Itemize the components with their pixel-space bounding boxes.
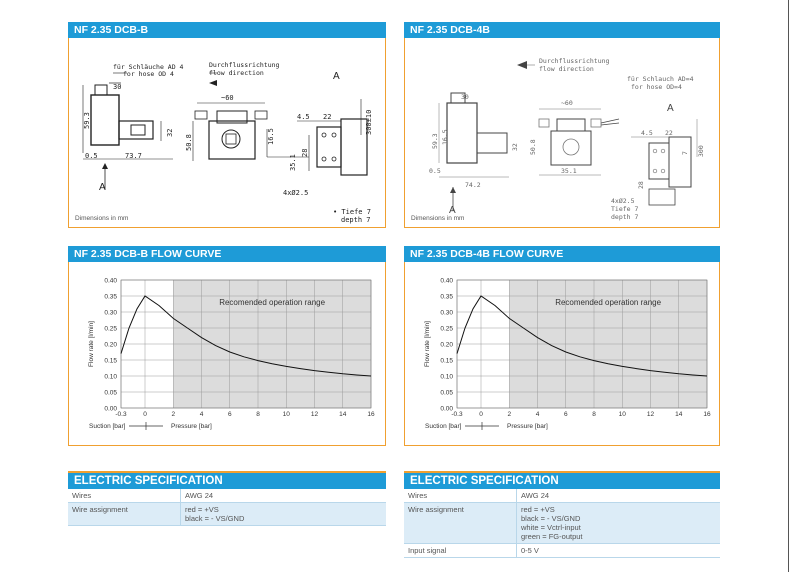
- panel-title: NF 2.35 DCB-B FLOW CURVE: [68, 246, 386, 262]
- dim-hole: 4xØ2.5: [611, 197, 635, 205]
- x-tick-label: 4: [535, 411, 540, 418]
- spec-key: Wire assignment: [72, 505, 128, 514]
- y-tick-label: 0.05: [104, 389, 117, 397]
- operation-range-label: Recomended operation range: [219, 298, 326, 307]
- x-tick-label: -0.3: [451, 411, 463, 418]
- y-tick-label: 0.25: [104, 325, 117, 333]
- flow-direction-label: Durchflussrichtung: [539, 57, 610, 65]
- hose-label-en: for hose OD 4: [123, 70, 174, 78]
- dim-59: 59.3: [431, 133, 439, 149]
- flow-curve-chart: [69, 263, 385, 445]
- x-tick-label: 10: [282, 411, 290, 418]
- spec-row-input-signal: [404, 544, 720, 558]
- y-tick-label: 0.35: [104, 293, 117, 301]
- dim-60: ~60: [221, 94, 234, 102]
- x-tick-label: 10: [618, 411, 626, 418]
- dim-73: 73.7: [125, 152, 142, 160]
- x-tick-label: 2: [171, 411, 176, 418]
- suction-label: Suction [bar]: [89, 423, 126, 430]
- spec-value: AWG 24: [180, 489, 386, 502]
- drawing-panel-dcb-b: [68, 22, 386, 228]
- y-tick-label: 0.30: [440, 309, 453, 317]
- y-tick-label: 0.10: [104, 373, 117, 381]
- y-tick-label: 0.10: [440, 373, 453, 381]
- flow-curve-chart: [405, 263, 719, 445]
- dim-0-5: 0.5: [85, 152, 98, 160]
- spec-row-wire-assignment: [404, 503, 720, 544]
- operation-range-label: Recomended operation range: [555, 298, 662, 307]
- dim-hole: 4xØ2.5: [283, 189, 309, 197]
- y-tick-label: 0.05: [440, 389, 453, 397]
- spec-line: white = Vctrl-input: [521, 523, 581, 532]
- depth-label: Tiefe 7: [611, 205, 639, 213]
- dim-22: 22: [323, 113, 332, 121]
- y-tick-label: 0.40: [440, 277, 453, 285]
- y-tick-label: 0.40: [104, 277, 117, 285]
- panel-title: NF 2.35 DCB-B: [68, 22, 386, 38]
- flow-direction-label-en: flow direction: [539, 65, 594, 73]
- x-tick-label: 0: [479, 411, 483, 418]
- depth-label-en: depth 7: [611, 213, 639, 221]
- spec-line: red = +VS: [521, 505, 555, 514]
- depth-label-en: depth 7: [341, 216, 371, 224]
- y-tick-label: 0.30: [104, 309, 117, 317]
- x-tick-label: 12: [310, 411, 319, 418]
- panel-title: NF 2.35 DCB-4B: [404, 22, 720, 38]
- x-tick-label: 4: [199, 411, 204, 418]
- spec-value: [516, 503, 720, 543]
- dimensions-note: Dimensions in mm: [75, 215, 129, 222]
- electric-spec-right: [404, 471, 720, 558]
- view-a-bottom-label: A: [449, 205, 456, 216]
- dim-22: 22: [665, 129, 673, 137]
- dim-35-1: 35.1: [561, 167, 577, 175]
- flow-direction-label-en: flow direction: [209, 69, 264, 77]
- y-axis-label: Flow rate [l/min]: [424, 321, 431, 367]
- spec-title: ELECTRIC SPECIFICATION: [404, 471, 720, 489]
- dim-32: 32: [166, 128, 174, 137]
- spec-row-wires: [404, 489, 720, 503]
- hose-label-en: for hose OD=4: [631, 83, 682, 91]
- panel-title: NF 2.35 DCB-4B FLOW CURVE: [404, 246, 720, 262]
- dim-16-5: 16.5: [267, 128, 275, 145]
- y-tick-label: 0.00: [440, 405, 453, 413]
- view-a-bottom-label: A: [99, 182, 106, 193]
- y-tick-label: 0.35: [440, 293, 453, 301]
- x-tick-label: 8: [592, 411, 596, 418]
- view-a-top-label: A: [667, 103, 674, 114]
- page-edge-line: [788, 0, 789, 572]
- dim-7: 7: [681, 151, 689, 155]
- dim-0-5: 0.5: [429, 167, 441, 175]
- spec-row-wires: [68, 489, 386, 503]
- dim-28: 28: [301, 148, 309, 157]
- x-tick-label: 16: [367, 411, 375, 418]
- spec-line: red = +VS: [185, 505, 219, 514]
- flow-curve-panel-dcb-4b: [404, 246, 720, 446]
- spec-row-wire-assignment: [68, 503, 386, 526]
- dim-300: 300: [697, 145, 705, 157]
- spec-value: [180, 503, 386, 525]
- depth-label: • Tiefe 7: [333, 208, 371, 216]
- spec-value: 0-5 V: [516, 544, 720, 557]
- x-tick-label: 14: [675, 411, 683, 418]
- dim-60: ~60: [561, 99, 573, 107]
- x-tick-label: 14: [339, 411, 347, 418]
- dim-30: 30: [461, 93, 469, 101]
- spec-line: black = - VS/GND: [521, 514, 581, 523]
- dim-59: 59.3: [83, 112, 91, 129]
- dim-4-5: 4.5: [641, 129, 653, 137]
- dim-30: 30: [113, 83, 122, 91]
- y-tick-label: 0.20: [440, 341, 453, 349]
- technical-drawing-dcb-b: [69, 39, 385, 229]
- x-tick-label: 12: [646, 411, 655, 418]
- dim-50-8: 50.8: [529, 139, 537, 155]
- x-tick-label: -0.3: [115, 411, 127, 418]
- pressure-label: Pressure [bar]: [507, 423, 548, 430]
- hose-label: für Schlauch AD=4: [627, 75, 694, 83]
- spec-key: Wire assignment: [408, 505, 464, 514]
- x-tick-label: 2: [507, 411, 512, 418]
- spec-key: Wires: [408, 491, 428, 500]
- dim-300: 300±10: [365, 109, 373, 135]
- spec-title: ELECTRIC SPECIFICATION: [68, 471, 386, 489]
- dim-28: 28: [637, 181, 645, 189]
- spec-line: green = FG-output: [521, 532, 583, 541]
- dimensions-note: Dimensions in mm: [411, 215, 465, 222]
- x-tick-label: 6: [227, 411, 232, 418]
- y-tick-label: 0.00: [104, 405, 117, 413]
- view-a-top-label: A: [333, 71, 340, 82]
- x-tick-label: 8: [256, 411, 260, 418]
- electric-spec-left: [68, 471, 386, 526]
- x-tick-label: 0: [143, 411, 147, 418]
- drawing-panel-dcb-4b: [404, 22, 720, 228]
- hose-label: für Schläuche AD 4: [113, 63, 184, 71]
- spec-key: Input signal: [408, 546, 447, 555]
- pressure-label: Pressure [bar]: [171, 423, 212, 430]
- spec-line: black = - VS/GND: [185, 514, 245, 523]
- x-tick-label: 6: [563, 411, 568, 418]
- dim-74-2: 74.2: [465, 181, 481, 189]
- dim-50-8: 50.8: [185, 134, 193, 151]
- y-axis-label: Flow rate [l/min]: [88, 321, 95, 367]
- x-tick-label: 16: [703, 411, 711, 418]
- y-tick-label: 0.20: [104, 341, 117, 349]
- y-tick-label: 0.15: [104, 357, 117, 365]
- dim-4-5: 4.5: [297, 113, 310, 121]
- spec-value: AWG 24: [516, 489, 720, 502]
- technical-drawing-dcb-4b: [405, 39, 719, 229]
- y-tick-label: 0.15: [440, 357, 453, 365]
- flow-direction-label: Durchflussrichtung: [209, 61, 280, 69]
- spec-key: Wires: [72, 491, 92, 500]
- dim-35-1: 35.1: [289, 154, 297, 171]
- dim-32: 32: [511, 143, 519, 151]
- flow-curve-panel-dcb-b: [68, 246, 386, 446]
- suction-label: Suction [bar]: [425, 423, 462, 430]
- y-tick-label: 0.25: [440, 325, 453, 333]
- dim-16-5: 16.5: [441, 129, 449, 145]
